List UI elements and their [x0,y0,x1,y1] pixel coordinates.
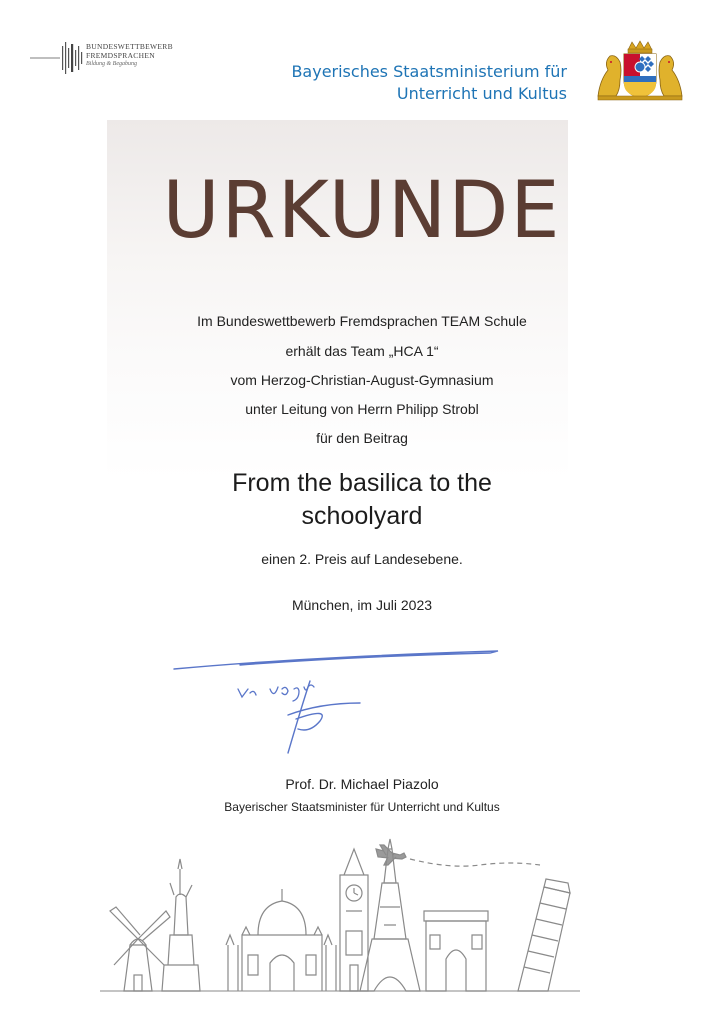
text-line-supervisor: unter Leitung von Herrn Philipp Strobl [245,401,479,417]
taj-mahal-icon [226,889,336,991]
logo-line-2: FREMDSPRACHEN [86,51,155,60]
bavarian-coat-of-arms-icon [590,40,690,102]
sound-wave-icon [28,40,88,76]
logo-line-1: BUNDESWETTBEWERB [86,42,173,51]
text-line-entry-intro: für den Beitrag [316,430,408,446]
ministry-line-1: Bayerisches Staatsministerium für [291,62,567,81]
landmarks-illustration [100,835,580,995]
handwritten-signature [170,645,510,760]
ministry-line-2: Unterricht und Kultus [396,84,567,103]
text-line-competition: Im Bundeswettbewerb Fremdsprachen TEAM Schule [197,313,527,329]
windmill-icon [110,907,170,991]
big-ben-icon [340,849,368,991]
certificate-title: URKUNDE [162,166,562,256]
leaning-tower-of-pisa-icon [518,879,570,991]
ministry-name [291,61,567,105]
competition-logo [28,40,208,84]
prize-text: einen 2. Preis auf Landesebene. [261,551,463,567]
text-line-school: vom Herzog-Christian-August-Gymnasium [230,372,494,388]
competition-logo-text [86,42,173,69]
place-date: München, im Juli 2023 [291,597,433,613]
entry-title [0,467,724,533]
entry-title-line-1: From the basilica to the [232,469,492,497]
arc-de-triomphe-icon [424,911,488,991]
logo-tagline: Bildung & Begabung [86,61,137,67]
entry-title-line-2: schoolyard [301,502,423,530]
statue-of-liberty-icon [162,859,200,991]
text-line-team: erhält das Team „HCA 1“ [285,343,439,359]
signer-role: Bayerischer Staatsminister für Unterricht und Kultus [224,800,500,814]
airplane-icon [376,845,540,866]
signer-name: Prof. Dr. Michael Piazolo [285,776,439,792]
